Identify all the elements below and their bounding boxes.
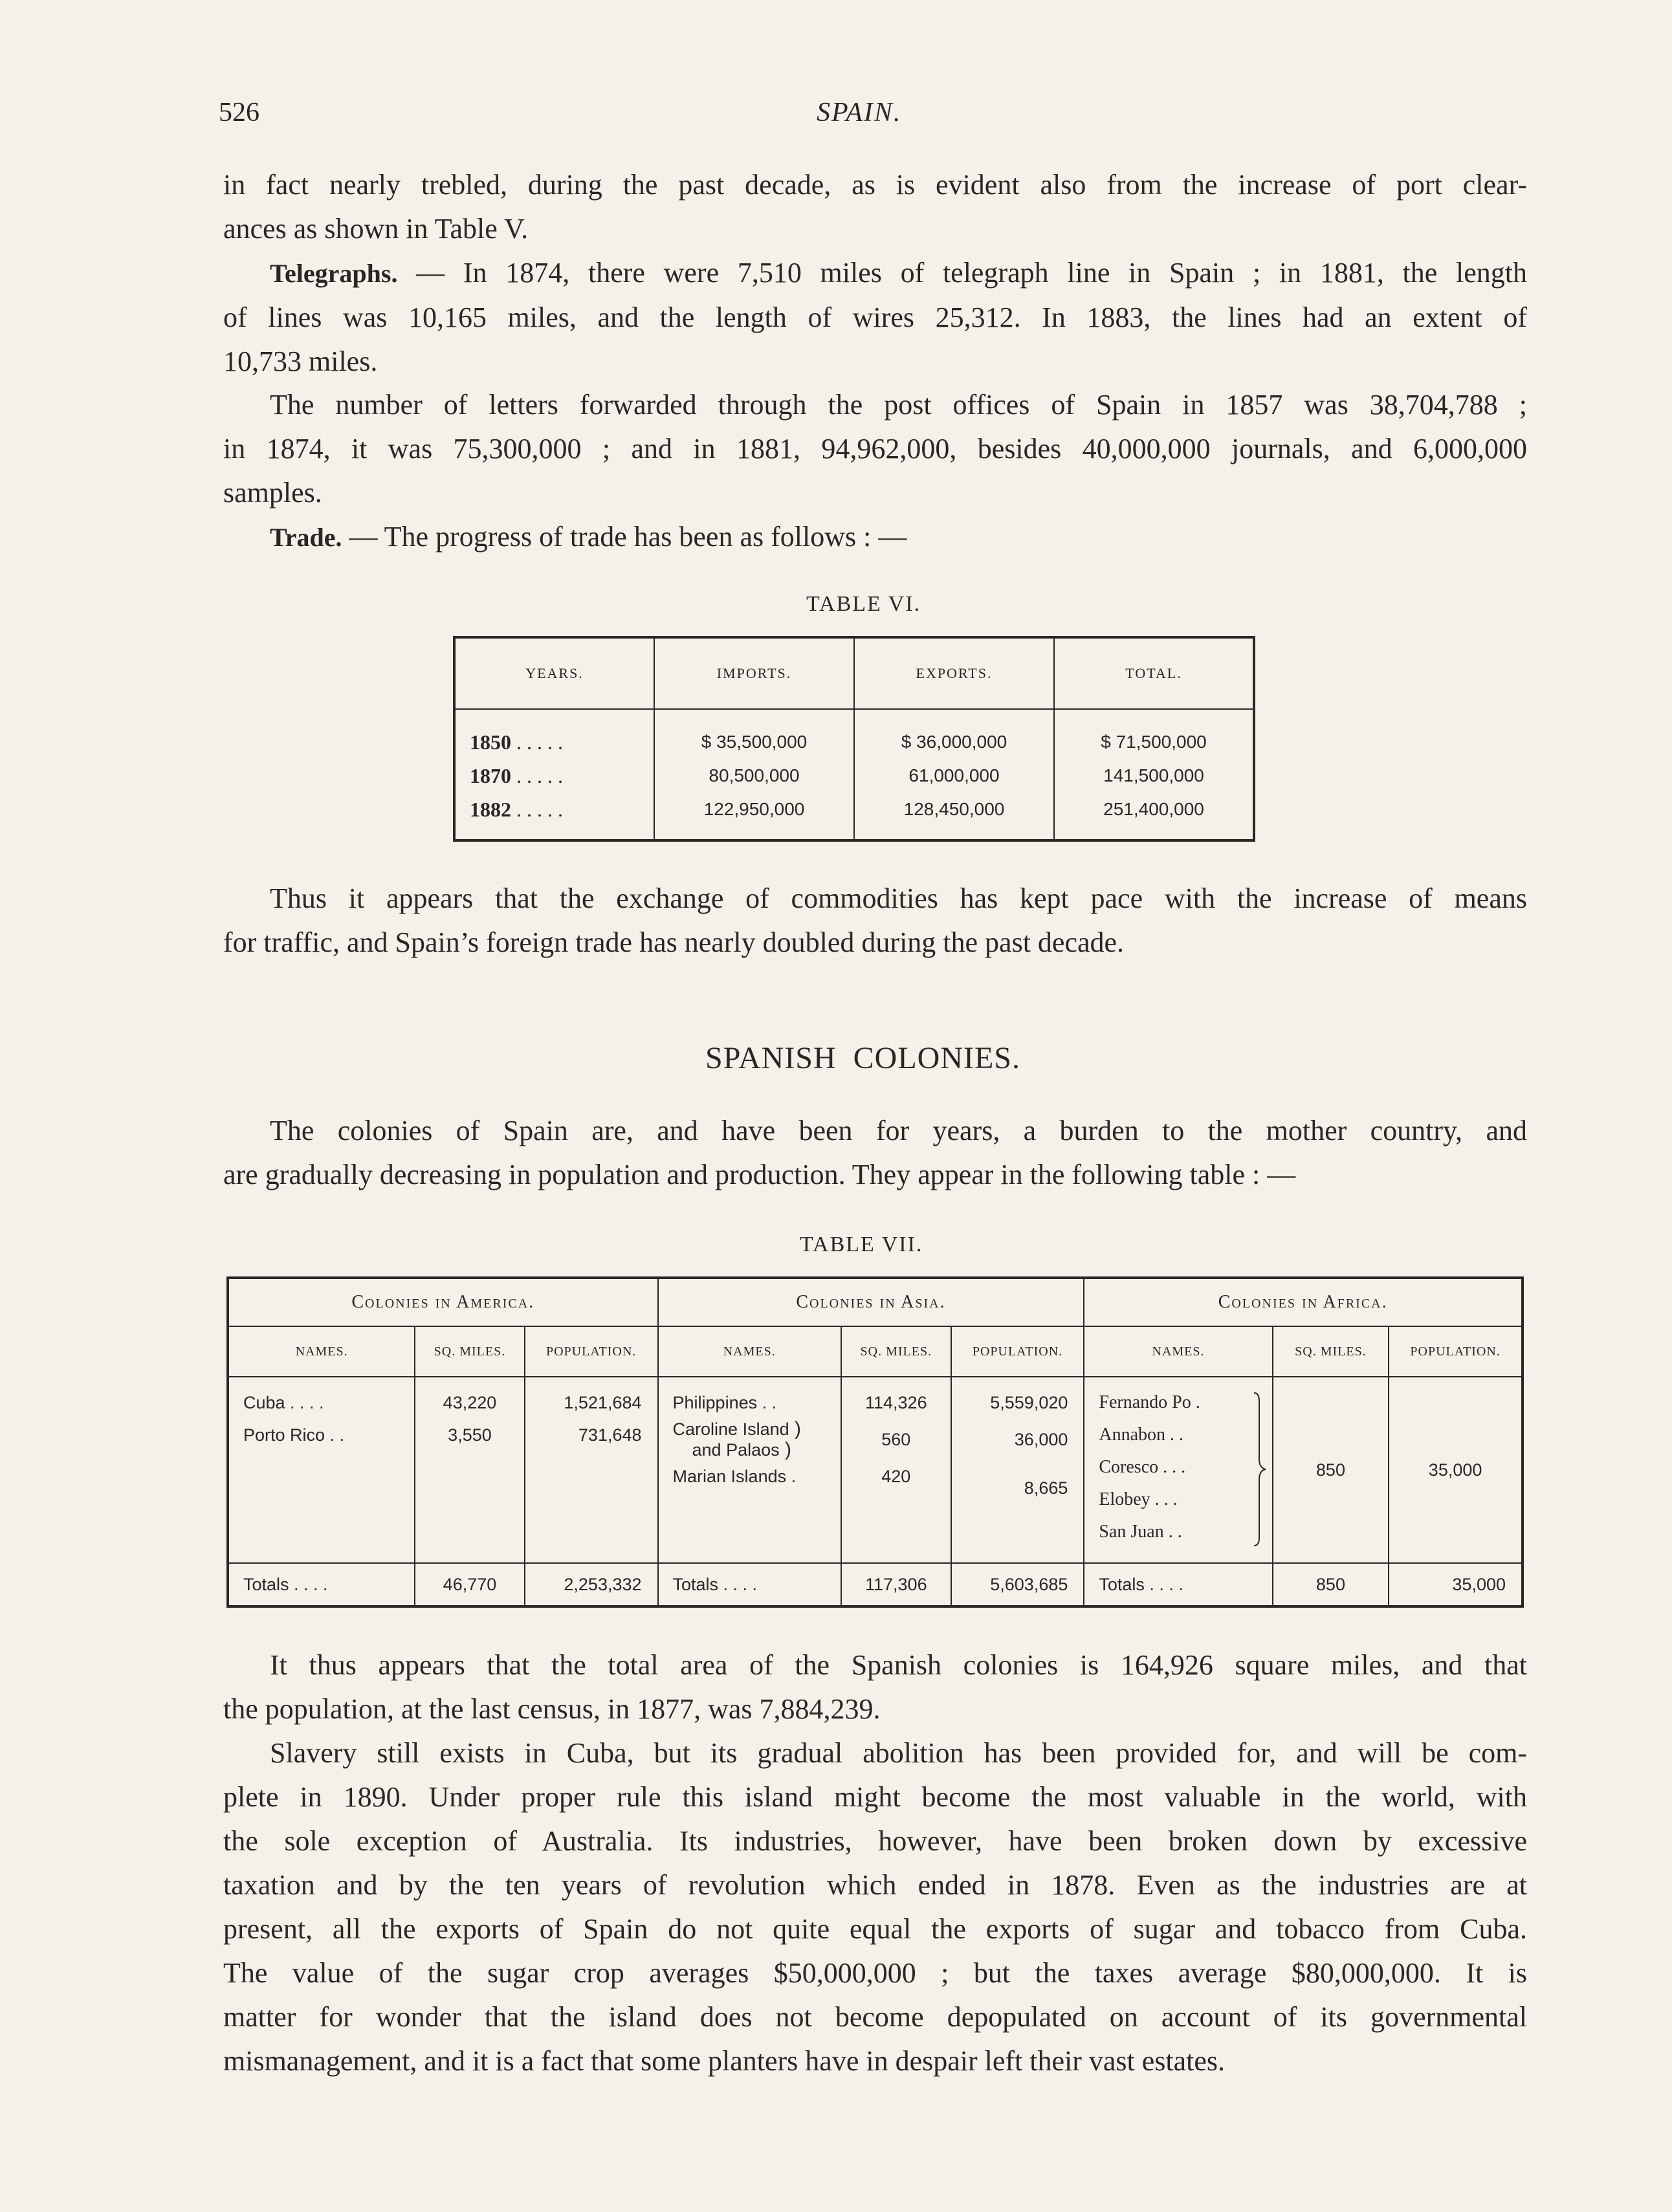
america-names-cell (228, 1377, 415, 1563)
text-line: in 1874, it was 75,300,000 ; and in 1881, 94,962,000, besides 40,000,000 journals, and 6,000,000 (223, 433, 1527, 465)
table-caption: TABLE VII. (800, 1232, 923, 1256)
column-header: NAMES. (1084, 1326, 1272, 1377)
text-line: The value of the sugar crop averages $50,000,000 ; but the taxes average $80,000,000. It is (223, 1957, 1527, 1989)
column-header: NAMES. (228, 1326, 415, 1377)
colony-name: San Juan . . (1099, 1522, 1182, 1542)
imports-cell: $ 35,500,000 (654, 709, 854, 759)
exports-cell: 61,000,000 (854, 759, 1054, 793)
paragraph-total-area (223, 1643, 1527, 1731)
running-title: SPAIN. (817, 98, 902, 127)
text-fragment: — In 1874, there were 7,510 miles of telegraph line in Spain ; in 1881, the length (397, 257, 1527, 289)
colony-name: Fernando Po . (1099, 1392, 1200, 1412)
population-value: 1,521,684 (564, 1393, 642, 1412)
totals-label: Totals . . . . (228, 1563, 415, 1606)
exports-cell: 128,450,000 (854, 793, 1054, 840)
sq-miles-value: 114,326 (864, 1393, 927, 1412)
brace-glyph: ) (779, 1439, 791, 1460)
asia-sq-cell (841, 1377, 951, 1563)
population-value: 8,665 (1024, 1478, 1068, 1498)
text-line: samples. (223, 477, 322, 509)
text-line: in fact nearly trebled, during the past decade, as is evident also from the increase of port clear- (223, 169, 1527, 201)
asia-names-cell (658, 1377, 841, 1563)
run-in-heading: Telegraphs. (270, 259, 398, 288)
sq-miles-value: 3,550 (448, 1425, 492, 1445)
year-cell: 1870 . . . . . (470, 763, 563, 787)
text-line: matter for wonder that the island does not become depopulated on account of its governmental (223, 2001, 1527, 2033)
year-cell: 1882 . . . . . (470, 797, 563, 821)
colonies-table (226, 1276, 1524, 1608)
section-heading: SPANISH COLONIES. (705, 1041, 1020, 1075)
paragraph-slavery (223, 1731, 1527, 2083)
text-line: for traffic, and Spain’s foreign trade has nearly doubled during the past decade. (223, 926, 1125, 958)
text-line: ances as shown in Table V. (223, 213, 529, 245)
text-line: present, all the exports of Spain do not quite equal the exports of sugar and tobacco from Cuba. (223, 1913, 1527, 1945)
total-cell: 251,400,000 (1054, 793, 1254, 840)
group-header-africa: Colonies in Africa. (1084, 1278, 1523, 1326)
colony-name: Coresco . . . (1099, 1457, 1186, 1477)
population-value: 731,648 (578, 1425, 642, 1445)
column-header: IMPORTS. (654, 637, 854, 709)
trade-table (453, 636, 1255, 842)
total-cell: $ 71,500,000 (1054, 709, 1254, 759)
totals-row (228, 1563, 1523, 1606)
colony-name: Porto Rico . . (243, 1425, 345, 1445)
totals-sq: 850 (1273, 1563, 1389, 1606)
text-line: mismanagement, and it is a fact that some planters have in despair left their vast estates. (223, 2045, 1226, 2077)
imports-cell: 122,950,000 (654, 793, 854, 840)
sq-miles-value: 43,220 (443, 1393, 497, 1412)
column-header: POPULATION. (951, 1326, 1084, 1377)
text-line (223, 251, 1527, 296)
paragraph-continuation (223, 163, 1527, 251)
column-header: YEARS. (454, 637, 654, 709)
text-line (223, 515, 1527, 560)
table-header-row (454, 637, 1254, 709)
colony-name: Philippines . . (672, 1393, 777, 1412)
africa-sq-cell: 850 (1273, 1377, 1389, 1563)
column-header: SQ. MILES. (415, 1326, 525, 1377)
text-line: taxation and by the ten years of revolution which ended in 1878. Even as the industries are at (223, 1869, 1527, 1901)
run-in-heading: Trade. (270, 523, 342, 552)
subheader-row (228, 1326, 1523, 1377)
colony-name: Cuba . . . . (243, 1393, 324, 1412)
column-header: SQ. MILES. (1273, 1326, 1389, 1377)
text-line: the population, at the last census, in 1877, was 7,884,239. (223, 1693, 881, 1725)
table-row (454, 759, 1254, 793)
sq-miles-value: 560 (881, 1430, 911, 1449)
table-row (454, 709, 1254, 759)
paragraph-exchange (223, 877, 1527, 965)
brace-glyph: ) (789, 1418, 801, 1440)
totals-pop: 2,253,332 (525, 1563, 658, 1606)
text-line: of lines was 10,165 miles, and the length of wires 25,312. In 1883, the lines had an extent of (223, 301, 1527, 333)
text-line: are gradually decreasing in population and production. They appear in the following table : — (223, 1159, 1296, 1190)
colony-name: Annabon . . (1099, 1425, 1184, 1445)
population-value: 5,559,020 (990, 1393, 1068, 1412)
totals-sq: 117,306 (841, 1563, 951, 1606)
sq-miles-value: 420 (881, 1467, 911, 1486)
text-line: 10,733 miles. (223, 345, 378, 377)
colony-name: Marian Islands . (672, 1467, 797, 1486)
group-header-asia: Colonies in Asia. (658, 1278, 1084, 1326)
america-pop-cell (525, 1377, 658, 1563)
total-cell: 141,500,000 (1054, 759, 1254, 793)
totals-pop: 5,603,685 (951, 1563, 1084, 1606)
text-line: The number of letters forwarded through the post offices of Spain in 1857 was 38,704,788 ; (270, 389, 1527, 421)
africa-names-cell (1084, 1377, 1272, 1563)
africa-pop-cell: 35,000 (1389, 1377, 1523, 1563)
text-line: plete in 1890. Under proper rule this island might become the most valuable in the world, with (223, 1781, 1527, 1813)
colony-name: Caroline Island ) (672, 1418, 801, 1440)
totals-label: Totals . . . . (658, 1563, 841, 1606)
table-body-row (228, 1377, 1523, 1563)
column-header: SQ. MILES. (841, 1326, 951, 1377)
colony-name-continued: and Palaos ) (692, 1439, 791, 1460)
paragraph-telegraphs (223, 251, 1527, 384)
asia-pop-cell (951, 1377, 1084, 1563)
column-header: NAMES. (658, 1326, 841, 1377)
totals-sq: 46,770 (415, 1563, 525, 1606)
column-header: TOTAL. (1054, 637, 1254, 709)
column-header: EXPORTS. (854, 637, 1054, 709)
text-line: It thus appears that the total area of the Spanish colonies is 164,926 square miles, and that (270, 1649, 1527, 1681)
year-cell: 1850 . . . . . (470, 730, 563, 754)
table-row (454, 793, 1254, 840)
imports-cell: 80,500,000 (654, 759, 854, 793)
exports-cell: $ 36,000,000 (854, 709, 1054, 759)
column-header: POPULATION. (525, 1326, 658, 1377)
text-line: Thus it appears that the exchange of commodities has kept pace with the increase of means (270, 882, 1527, 914)
page-number: 526 (219, 98, 259, 127)
group-header-row (228, 1278, 1523, 1326)
totals-label: Totals . . . . (1084, 1563, 1272, 1606)
table-caption: TABLE VI. (806, 592, 921, 616)
totals-pop: 35,000 (1389, 1563, 1523, 1606)
colony-name: Elobey . . . (1099, 1489, 1178, 1509)
group-header-america: Colonies in America. (228, 1278, 658, 1326)
paragraph-letters (223, 383, 1527, 515)
population-value: 36,000 (1014, 1430, 1068, 1449)
brace-icon (1253, 1392, 1267, 1547)
america-sq-cell (415, 1377, 525, 1563)
text-line: Slavery still exists in Cuba, but its gradual abolition has been provided for, and will be com- (270, 1737, 1527, 1769)
text-line: the sole exception of Australia. Its industries, however, have been broken down by excessive (223, 1825, 1527, 1857)
text-line: The colonies of Spain are, and have been for years, a burden to the mother country, and (270, 1115, 1527, 1146)
paragraph-trade (223, 515, 1527, 560)
paragraph-colonies (223, 1109, 1527, 1197)
column-header: POPULATION. (1389, 1326, 1523, 1377)
text-fragment: — The progress of trade has been as follows : — (342, 521, 907, 553)
